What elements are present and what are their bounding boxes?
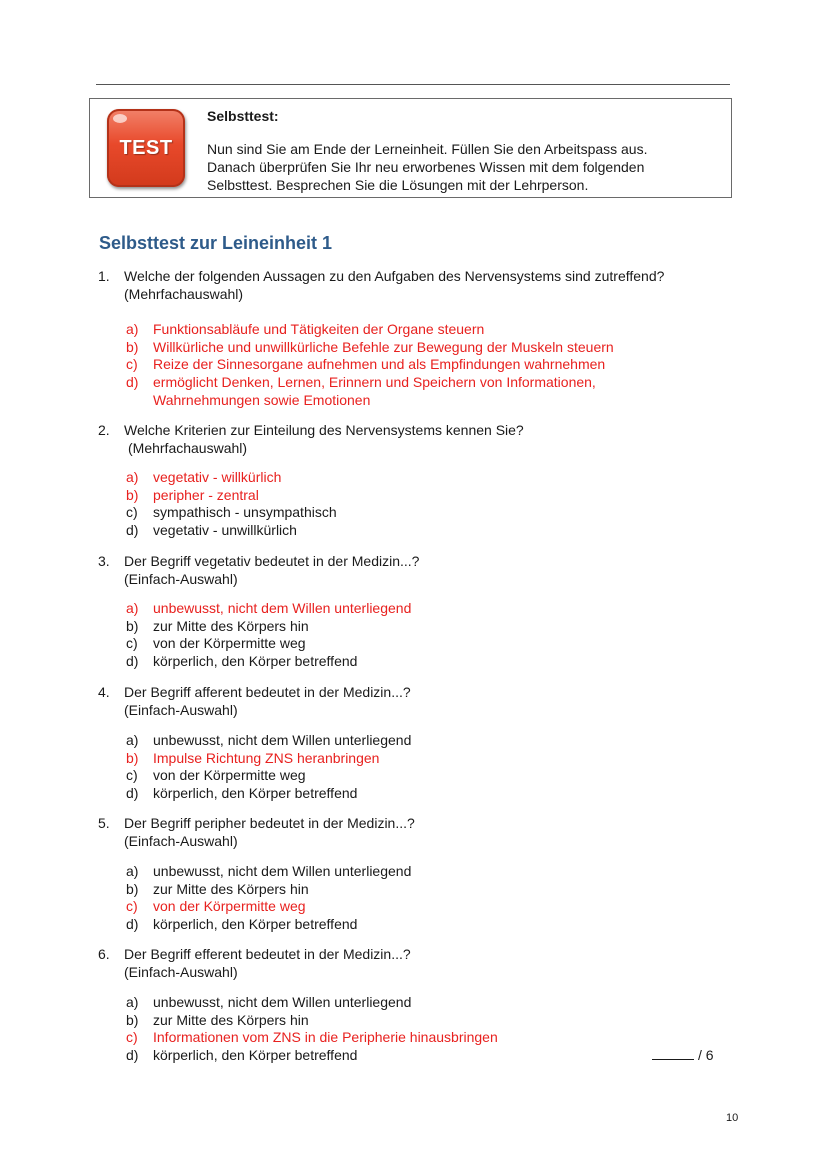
question-mode: (Einfach-Auswahl) xyxy=(124,570,238,587)
answer-option[interactable]: d) körperlich, den Körper betreffend xyxy=(126,785,358,802)
answer-list xyxy=(126,600,411,671)
question-mode: (Mehrfachauswahl) xyxy=(124,285,244,302)
answer-option[interactable]: b) peripher - zentral xyxy=(126,486,259,503)
answer-option[interactable]: a) unbewusst, nicht dem Willen unterliegend xyxy=(126,994,412,1010)
info-box-title: Selbsttest: xyxy=(207,108,279,124)
question-text: Der Begriff efferent bedeutet in der Medizin...? xyxy=(124,946,411,962)
answer-option[interactable]: b) Impulse Richtung ZNS heranbringen xyxy=(126,749,380,766)
question-number: 3. xyxy=(98,553,110,569)
question-mode: (Mehrfachauswahl) xyxy=(128,439,248,456)
info-box-line: Selbsttest. Besprechen Sie die Lösungen mit der Lehrperson. xyxy=(207,177,589,193)
answer-option[interactable]: d) körperlich, den Körper betreffend xyxy=(126,653,358,670)
question-text: Welche Kriterien zur Einteilung des Nervensystems kennen Sie? xyxy=(124,422,524,438)
question-mode: (Einfach-Auswahl) xyxy=(124,701,238,718)
answer-list xyxy=(126,321,614,410)
answer-option[interactable]: b) Willkürliche und unwillkürliche Befehle zur Bewegung der Muskeln steuern xyxy=(126,338,614,355)
section-title: Selbsttest zur Leineinheit 1 xyxy=(99,233,333,253)
answer-option[interactable]: d) körperlich, den Körper betreffend xyxy=(126,916,358,933)
answer-continuation: Wahrnehmungen sowie Emotionen xyxy=(153,391,371,408)
question-mode: (Einfach-Auswahl) xyxy=(124,963,238,980)
answer-option[interactable]: a) unbewusst, nicht dem Willen unterliegend xyxy=(126,863,412,879)
answer-list xyxy=(126,863,411,934)
answer-option[interactable]: a) unbewusst, nicht dem Willen unterliegend xyxy=(126,600,412,616)
question-mode: (Einfach-Auswahl) xyxy=(124,832,238,849)
selftest-info-box xyxy=(89,98,732,198)
answer-option[interactable]: c) sympathisch - unsympathisch xyxy=(126,504,337,521)
question-text: Der Begriff afferent bedeutet in der Medizin...? xyxy=(124,684,411,700)
question-text: Der Begriff peripher bedeutet in der Medizin...? xyxy=(124,815,415,831)
answer-list xyxy=(126,994,498,1065)
info-box-line: Danach überprüfen Sie Ihr neu erworbenes Wissen mit dem folgenden xyxy=(207,159,645,175)
info-box-text xyxy=(207,140,717,194)
question-number: 5. xyxy=(98,815,110,831)
info-box-line: Nun sind Sie am Ende der Lerneinheit. Füllen Sie den Arbeitspass aus. xyxy=(207,141,648,157)
answer-list xyxy=(126,732,411,803)
answer-option[interactable]: b) zur Mitte des Körpers hin xyxy=(126,617,309,634)
header-rule xyxy=(96,84,730,85)
answer-option[interactable]: d) ermöglicht Denken, Lernen, Erinnern und Speichern von Informationen, Wahrnehmungen sowie Emotionen xyxy=(126,374,614,409)
answer-option[interactable]: a) Funktionsabläufe und Tätigkeiten der Organe steuern xyxy=(126,321,485,337)
question-number: 2. xyxy=(98,422,110,438)
test-badge-label: TEST xyxy=(119,136,173,159)
question-number: 1. xyxy=(98,268,110,284)
test-badge-icon xyxy=(107,109,185,187)
answer-option[interactable]: c) Informationen vom ZNS in die Peripherie hinausbringen xyxy=(126,1029,498,1046)
answer-option[interactable]: a) unbewusst, nicht dem Willen unterliegend xyxy=(126,732,412,748)
answer-list xyxy=(126,469,337,540)
answer-option[interactable]: c) Reize der Sinnesorgane aufnehmen und als Empfindungen wahrnehmen xyxy=(126,356,606,373)
score-total: / 6 xyxy=(698,1047,714,1063)
answer-option[interactable]: c) von der Körpermitte weg xyxy=(126,898,306,915)
answer-option[interactable]: c) von der Körpermitte weg xyxy=(126,767,306,784)
answer-option[interactable]: d) vegetativ - unwillkürlich xyxy=(126,522,297,539)
answer-option[interactable]: a) vegetativ - willkürlich xyxy=(126,469,282,485)
question-number: 6. xyxy=(98,946,110,962)
question-number: 4. xyxy=(98,684,110,700)
question-text: Der Begriff vegetativ bedeutet in der Medizin...? xyxy=(124,553,420,569)
answer-option[interactable]: c) von der Körpermitte weg xyxy=(126,635,306,652)
question-text: Welche der folgenden Aussagen zu den Aufgaben des Nervensystems sind zutreffend? xyxy=(124,268,665,284)
page-number: 10 xyxy=(726,1112,739,1124)
score-blank[interactable] xyxy=(652,1059,694,1060)
score-field[interactable] xyxy=(652,1047,714,1063)
answer-option[interactable]: b) zur Mitte des Körpers hin xyxy=(126,880,309,897)
answer-option[interactable]: b) zur Mitte des Körpers hin xyxy=(126,1011,309,1028)
answer-option[interactable]: d) körperlich, den Körper betreffend xyxy=(126,1047,358,1064)
